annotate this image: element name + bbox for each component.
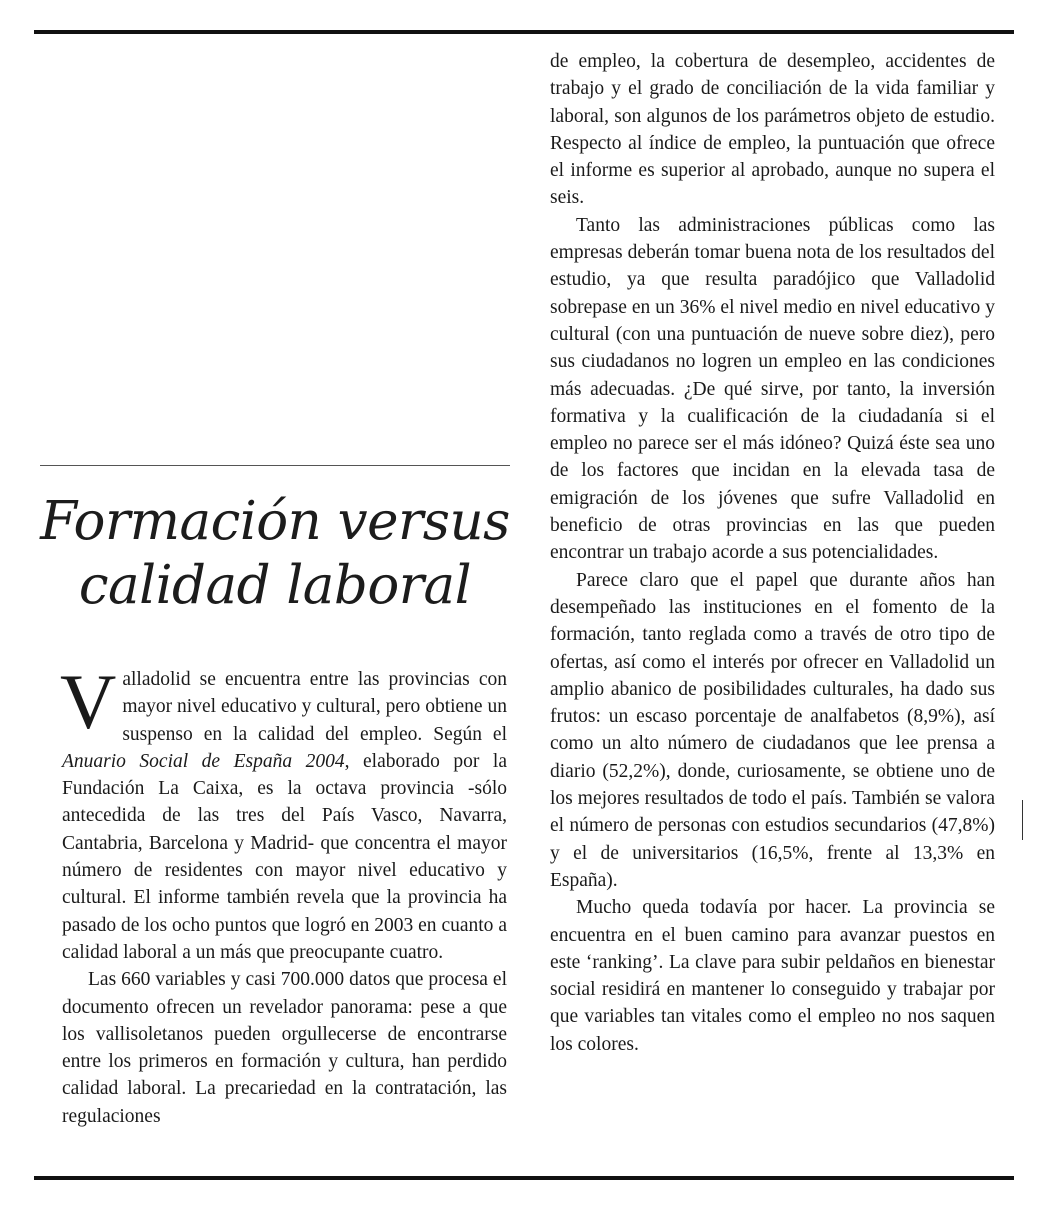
paragraph-5: Parece claro que el papel que durante años han desempeñado las instituciones en el fomento de la formación, tanto reglada como a través de otro tipo de ofertas, así como el interés por ofrecer en Valladolid un amplio abanico de posibilidades culturales, ha dado sus frutos: un escaso porcentaje de analfabetos (8,9%), así como un alto número de ciudadanos que lee prensa a diario (52,2%), donde, curiosamente, se obtiene uno de los mejores resultados de todo el país. También se valora el número de personas con estudios secundarios (47,8%) y el de universitarios (16,5%, frente al 13,3% en España). — [550, 569, 995, 891]
paragraph-1-text-a: alladolid se encuentra entre las provincias con mayor nivel educativo y cultural, pero obtiene un suspenso en la calidad del empleo. Según el — [122, 669, 507, 745]
left-column — [60, 658, 507, 1130]
bottom-rule — [34, 1176, 1014, 1180]
headline-line-2: calidad laboral — [78, 555, 472, 616]
paragraph-2: Las 660 variables y casi 700.000 datos que procesa el documento ofrecen un revelador panorama: pese a que los vallisoletanos pueden orgullecerse de encontrarse entre los primeros en formación y cultura, han perdido calidad laboral. La precariedad en la contratación, las regulaciones — [62, 969, 507, 1127]
drop-cap: V — [60, 658, 117, 745]
top-rule — [34, 30, 1014, 34]
headline-line-1: Formación versus — [40, 491, 510, 552]
headline-divider — [40, 465, 510, 466]
paragraph-1-text-b: , elaborado por la Fundación La Caixa, es la octava provincia -sólo antecedida de las tres del País Vasco, Navarra, Cantabria, Barcelona y Madrid- que concentra el mayor número de residentes con mayor nivel educativo y cultural. El informe también revela que la provincia ha pasado de los ocho puntos que logró en 2003 en cuanto a calidad laboral a un más que preocupante cuatro. — [62, 750, 507, 963]
paragraph-3: de empleo, la cobertura de desempleo, accidentes de trabajo y el grado de conciliación de la vida familiar y laboral, son algunos de los parámetros objeto de estudio. Respecto al índice de empleo, la puntuación que ofrece el informe es superior al aprobado, aunque no supera el seis. — [550, 51, 995, 209]
publication-title: Anuario Social de España 2004 — [62, 750, 345, 772]
article-headline — [40, 490, 510, 618]
paragraph-1 — [60, 658, 507, 966]
right-column — [550, 48, 995, 1058]
paragraph-4: Tanto las administraciones públicas como las empresas deberán tomar buena nota de los resultados del estudio, ya que resulta paradójico que Valladolid sobrepase en un 36% el nivel medio en nivel educativo y cultural (con una puntuación de nueve sobre diez), pero sus ciudadanos no logren un empleo en las condiciones más adecuadas. ¿De qué sirve, por tanto, la inversión formativa y la cualificación de la ciudadanía si el empleo no parece ser el más idóneo? Quizá éste sea uno de los factores que incidan en la elevada tasa de emigración de los jóvenes que sufre Valladolid en beneficio de otras provincias en las que pueden encontrar un trabajo acorde a sus potencialidades. — [550, 214, 995, 564]
paragraph-6: Mucho queda todavía por hacer. La provincia se encuentra en el buen camino para avanzar puestos en este ‘ranking’. La clave para subir peldaños en bienestar social residirá en mantener lo conseguido y trabajar por que variables tan vitales como el empleo no nos saquen los colores. — [550, 897, 995, 1055]
margin-mark — [1022, 800, 1023, 840]
